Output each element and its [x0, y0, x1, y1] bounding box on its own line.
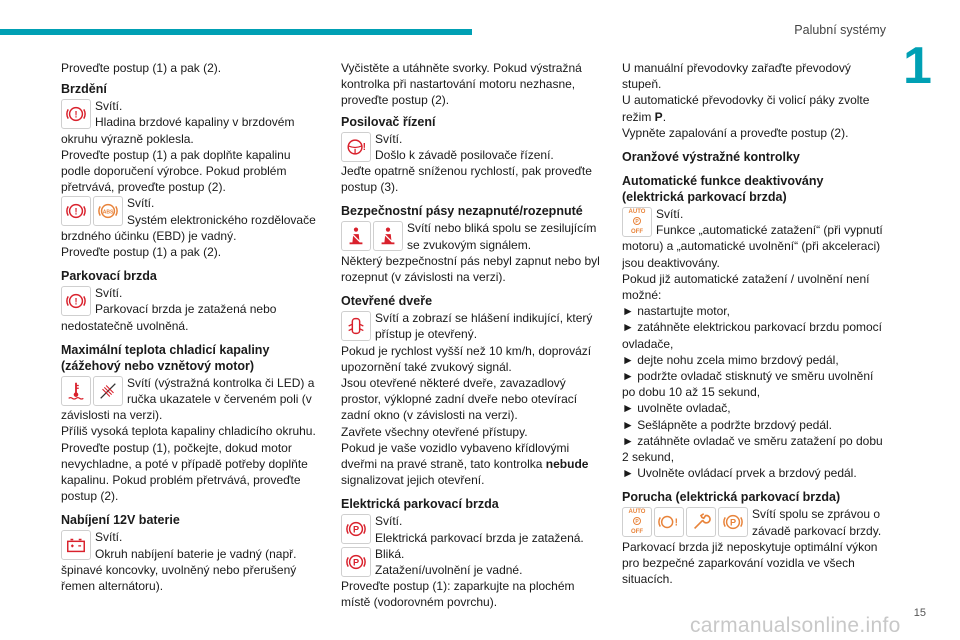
doors-note-bold: nebude — [545, 457, 589, 472]
steering-excl-label: ! — [362, 141, 366, 153]
warning-ebd — [61, 195, 323, 244]
battery-icon — [61, 530, 91, 560]
doors-desc: Jsou otevřené některé dveře, zavazadlový prostor, výklopné zadní dveře nebo otevírací zadní okno (v závislosti na verzi). — [341, 376, 578, 423]
fault-status: Svítí spolu se zprávou o závadě parkovací brzdy. — [752, 507, 882, 538]
warning-brake-fault — [622, 506, 884, 538]
header-accent-bar — [0, 29, 472, 35]
watermark: carmanualsonline.info — [690, 614, 901, 637]
brake-fluid-desc: Hladina brzdové kapaliny v brzdovém okruhu výrazně poklesla. — [61, 115, 295, 146]
electric-brake-action: Proveďte postup (1): zaparkujte na plochém místě (vodorovném povrchu). — [341, 579, 575, 610]
auto-desc: Funkce „automatické zatažení“ (při vypnutí motoru) a „automatické uvolnění“ (při akceleraci) jsou deaktivovány. — [622, 223, 883, 270]
auto-p-label: P — [635, 219, 639, 226]
warning-doors — [341, 310, 603, 342]
warning-electric-brake-on — [341, 513, 603, 545]
parking-brake-p-icon — [341, 547, 371, 577]
coolant-action: Proveďte postup (1), počkejte, dokud motor nevychladne, a poté v případě potřeby doplňte kapalinu. Pokud problém přetrvává, proveďte postup (2). — [61, 440, 308, 504]
auto-condition: Pokud již automatické zatažení / uvolnění není možné: — [622, 271, 870, 303]
col2-intro: Vyčistěte a utáhněte svorky. Pokud výstražná kontrolka při nastartování motoru nezhasne, proveďte postup (2). — [341, 61, 582, 108]
section-title-oranzove: Oranžové výstražné kontrolky — [622, 150, 800, 165]
section-title-brzdeni: Brzdění — [61, 82, 107, 97]
brake-excl-label: ! — [74, 207, 78, 218]
electric-brake-status: Svítí. — [375, 514, 403, 529]
auto-label: AUTO — [628, 509, 646, 516]
ebd-status: Svítí. — [127, 196, 155, 211]
auto-off-icon — [622, 207, 652, 237]
electric-brake-desc: Elektrická parkovací brzda je zatažená. — [375, 530, 584, 545]
auto-step: ► zatáhněte ovladač ve směru zatažení po dobu 2 sekund, — [622, 433, 883, 465]
warning-battery — [61, 529, 323, 594]
section-title-posilovac: Posilovač řízení — [341, 114, 436, 129]
electric-brake-blink-status: Bliká. — [375, 546, 405, 561]
steering-status: Svítí. — [375, 131, 403, 146]
auto-off-icon — [622, 507, 652, 537]
brake-warning-icon — [61, 196, 91, 226]
temp-gauge-icon — [93, 376, 123, 406]
doors-note — [341, 440, 603, 489]
ebd-action: Proveďte postup (1) a pak (2). — [61, 245, 222, 260]
seatbelt-rear-icon — [373, 221, 403, 251]
column-2 — [341, 60, 603, 611]
auto-label: AUTO — [628, 209, 646, 216]
auto-step: ► uvolněte ovladač, — [622, 401, 731, 416]
doors-speed: Pokud je rychlost vyšší než 10 km/h, doprovází upozornění také zvukový signál. — [341, 343, 592, 374]
section-title-auto: Automatické funkce deaktivovány (elektrická parkovací brzda) — [622, 174, 824, 205]
section-title-porucha: Porucha (elektrická parkovací brzda) — [622, 490, 841, 505]
steering-action: Jeďte opatrně sníženou rychlostí, pak proveďte postup (3). — [341, 164, 592, 195]
brake-warning-icon — [61, 99, 91, 129]
warning-brake-fluid — [61, 98, 323, 147]
warning-parking-brake — [61, 285, 323, 334]
abs-icon — [93, 196, 123, 226]
brake-fluid-action: Proveďte postup (1) a pak doplňte kapalinu podle doporučení výrobce. Pokud problém přetrvává, proveďte postup (2). — [61, 147, 291, 195]
car-doors-open-icon — [341, 311, 371, 341]
coolant-temp-icon — [61, 376, 91, 406]
col3-intro-2 — [622, 92, 884, 124]
doors-note-1: Pokud je vaše vozidlo vybaveno křídlovými dveřmi na pravé straně, tato kontrolka — [341, 440, 570, 472]
parking-brake-p-icon — [718, 507, 748, 537]
warning-power-steering — [341, 131, 603, 163]
warning-coolant-temp — [61, 375, 323, 424]
auto-step: ► zatáhněte elektrickou parkovací brzdu pomocí ovladače, — [622, 320, 883, 351]
auto-step: ► podržte ovladač stisknutý ve směru uvolnění po dobu 10 až 15 sekund, — [622, 369, 874, 400]
section-title-dvere: Otevřené dveře — [341, 294, 433, 309]
seatbelt-desc: Některý bezpečnostní pás nebyl zapnut nebo byl rozepnut (v závislosti na verzi). — [341, 253, 600, 285]
section-title-parkovaci: Parkovací brzda — [61, 269, 157, 284]
brake-warning-icon — [61, 286, 91, 316]
section-title-nabijeni: Nabíjení 12V baterie — [61, 513, 180, 528]
brake-p-label: P — [352, 525, 360, 536]
warning-electric-brake-blink — [341, 546, 603, 578]
column-3 — [622, 60, 884, 587]
col1-intro: Proveďte postup (1) a pak (2). — [61, 61, 222, 75]
parking-brake-desc: Parkovací brzda je zatažená nebo nedostatečně uvolněná. — [61, 302, 277, 333]
page-header-title: Palubní systémy — [794, 23, 886, 37]
abs-label: ABS — [102, 209, 114, 216]
electric-brake-blink-desc: Zatažení/uvolnění je vadné. — [375, 563, 523, 578]
column-1 — [61, 60, 323, 594]
brake-excl-label: ! — [74, 109, 78, 120]
auto-status: Svítí. — [656, 207, 684, 222]
intro2-c: . — [662, 109, 667, 124]
battery-status: Svítí. — [95, 530, 123, 545]
fault-excl-label: ! — [674, 518, 679, 530]
ebd-desc: Systém elektronického rozdělovače brzdného účinku (EBD) je vadný. — [61, 212, 316, 243]
auto-p-label: P — [635, 519, 639, 526]
brake-excl-label: ! — [74, 296, 78, 307]
auto-step: ► Sešlápněte a podržte brzdový pedál. — [622, 417, 833, 432]
coolant-desc: Příliš vysoká teplota kapaliny chladicího okruhu. — [61, 424, 316, 439]
doors-status: Svítí a zobrazí se hlášení indikující, který přístup je otevřený. — [375, 311, 593, 342]
chapter-number: 1 — [903, 37, 932, 95]
off-label: OFF — [630, 229, 643, 236]
coolant-status: Svítí (výstražná kontrolka či LED) a ručka ukazatele v červeném poli (v závislosti na verzi). — [61, 375, 315, 423]
intro2-b: P — [654, 109, 663, 124]
doors-note-3: signalizovat jejich otevření. — [341, 473, 485, 488]
fault-p-label: P — [729, 518, 737, 529]
page-number: 15 — [913, 607, 926, 619]
battery-desc: Okruh nabíjení baterie je vadný (např. špinavé koncovky, uvolněný nebo přerušený řemen alternátoru). — [61, 546, 297, 594]
col3-intro-3: Vypněte zapalování a proveďte postup (2). — [622, 125, 849, 140]
fault-desc: Parkovací brzda již neposkytuje optimální výkon pro bezpečné zaparkování vozidla ve všech situacích. — [622, 539, 878, 587]
steering-desc: Došlo k závadě posilovače řízení. — [375, 147, 554, 162]
intro2-a: U automatické převodovky či volicí páky zvolte režim — [622, 93, 870, 124]
section-title-teplota: Maximální teplota chladicí kapaliny (zážehový nebo vznětový motor) — [61, 342, 270, 373]
wrench-icon — [686, 507, 716, 537]
parking-brake-status: Svítí. — [95, 286, 123, 301]
brake-fault-excl-icon — [654, 507, 684, 537]
seatbelt-icon — [341, 221, 371, 251]
warning-seatbelt — [341, 220, 603, 252]
auto-step: ► Uvolněte ovládací prvek a brzdový pedál. — [622, 466, 857, 481]
warning-auto-deactivated — [622, 206, 884, 271]
seatbelt-status: Svítí nebo bliká spolu se zesilujícím se zvukovým signálem. — [407, 221, 597, 252]
parking-brake-p-icon — [341, 514, 371, 544]
col3-intro-1: U manuální převodovky zařaďte převodový stupeň. — [622, 61, 851, 92]
auto-step: ► nastartujte motor, — [622, 304, 730, 319]
section-title-elbrzda: Elektrická parkovací brzda — [341, 497, 499, 512]
off-label: OFF — [630, 529, 643, 536]
section-title-pasy: Bezpečnostní pásy nezapnuté/rozepnuté — [341, 204, 583, 219]
doors-action: Zavřete všechny otevřené přístupy. — [341, 424, 528, 439]
brake-fluid-status: Svítí. — [95, 99, 123, 114]
steering-wheel-icon — [341, 132, 371, 162]
brake-p-label: P — [352, 557, 360, 568]
auto-step: ► dejte nohu zcela mimo brzdový pedál, — [622, 352, 839, 367]
